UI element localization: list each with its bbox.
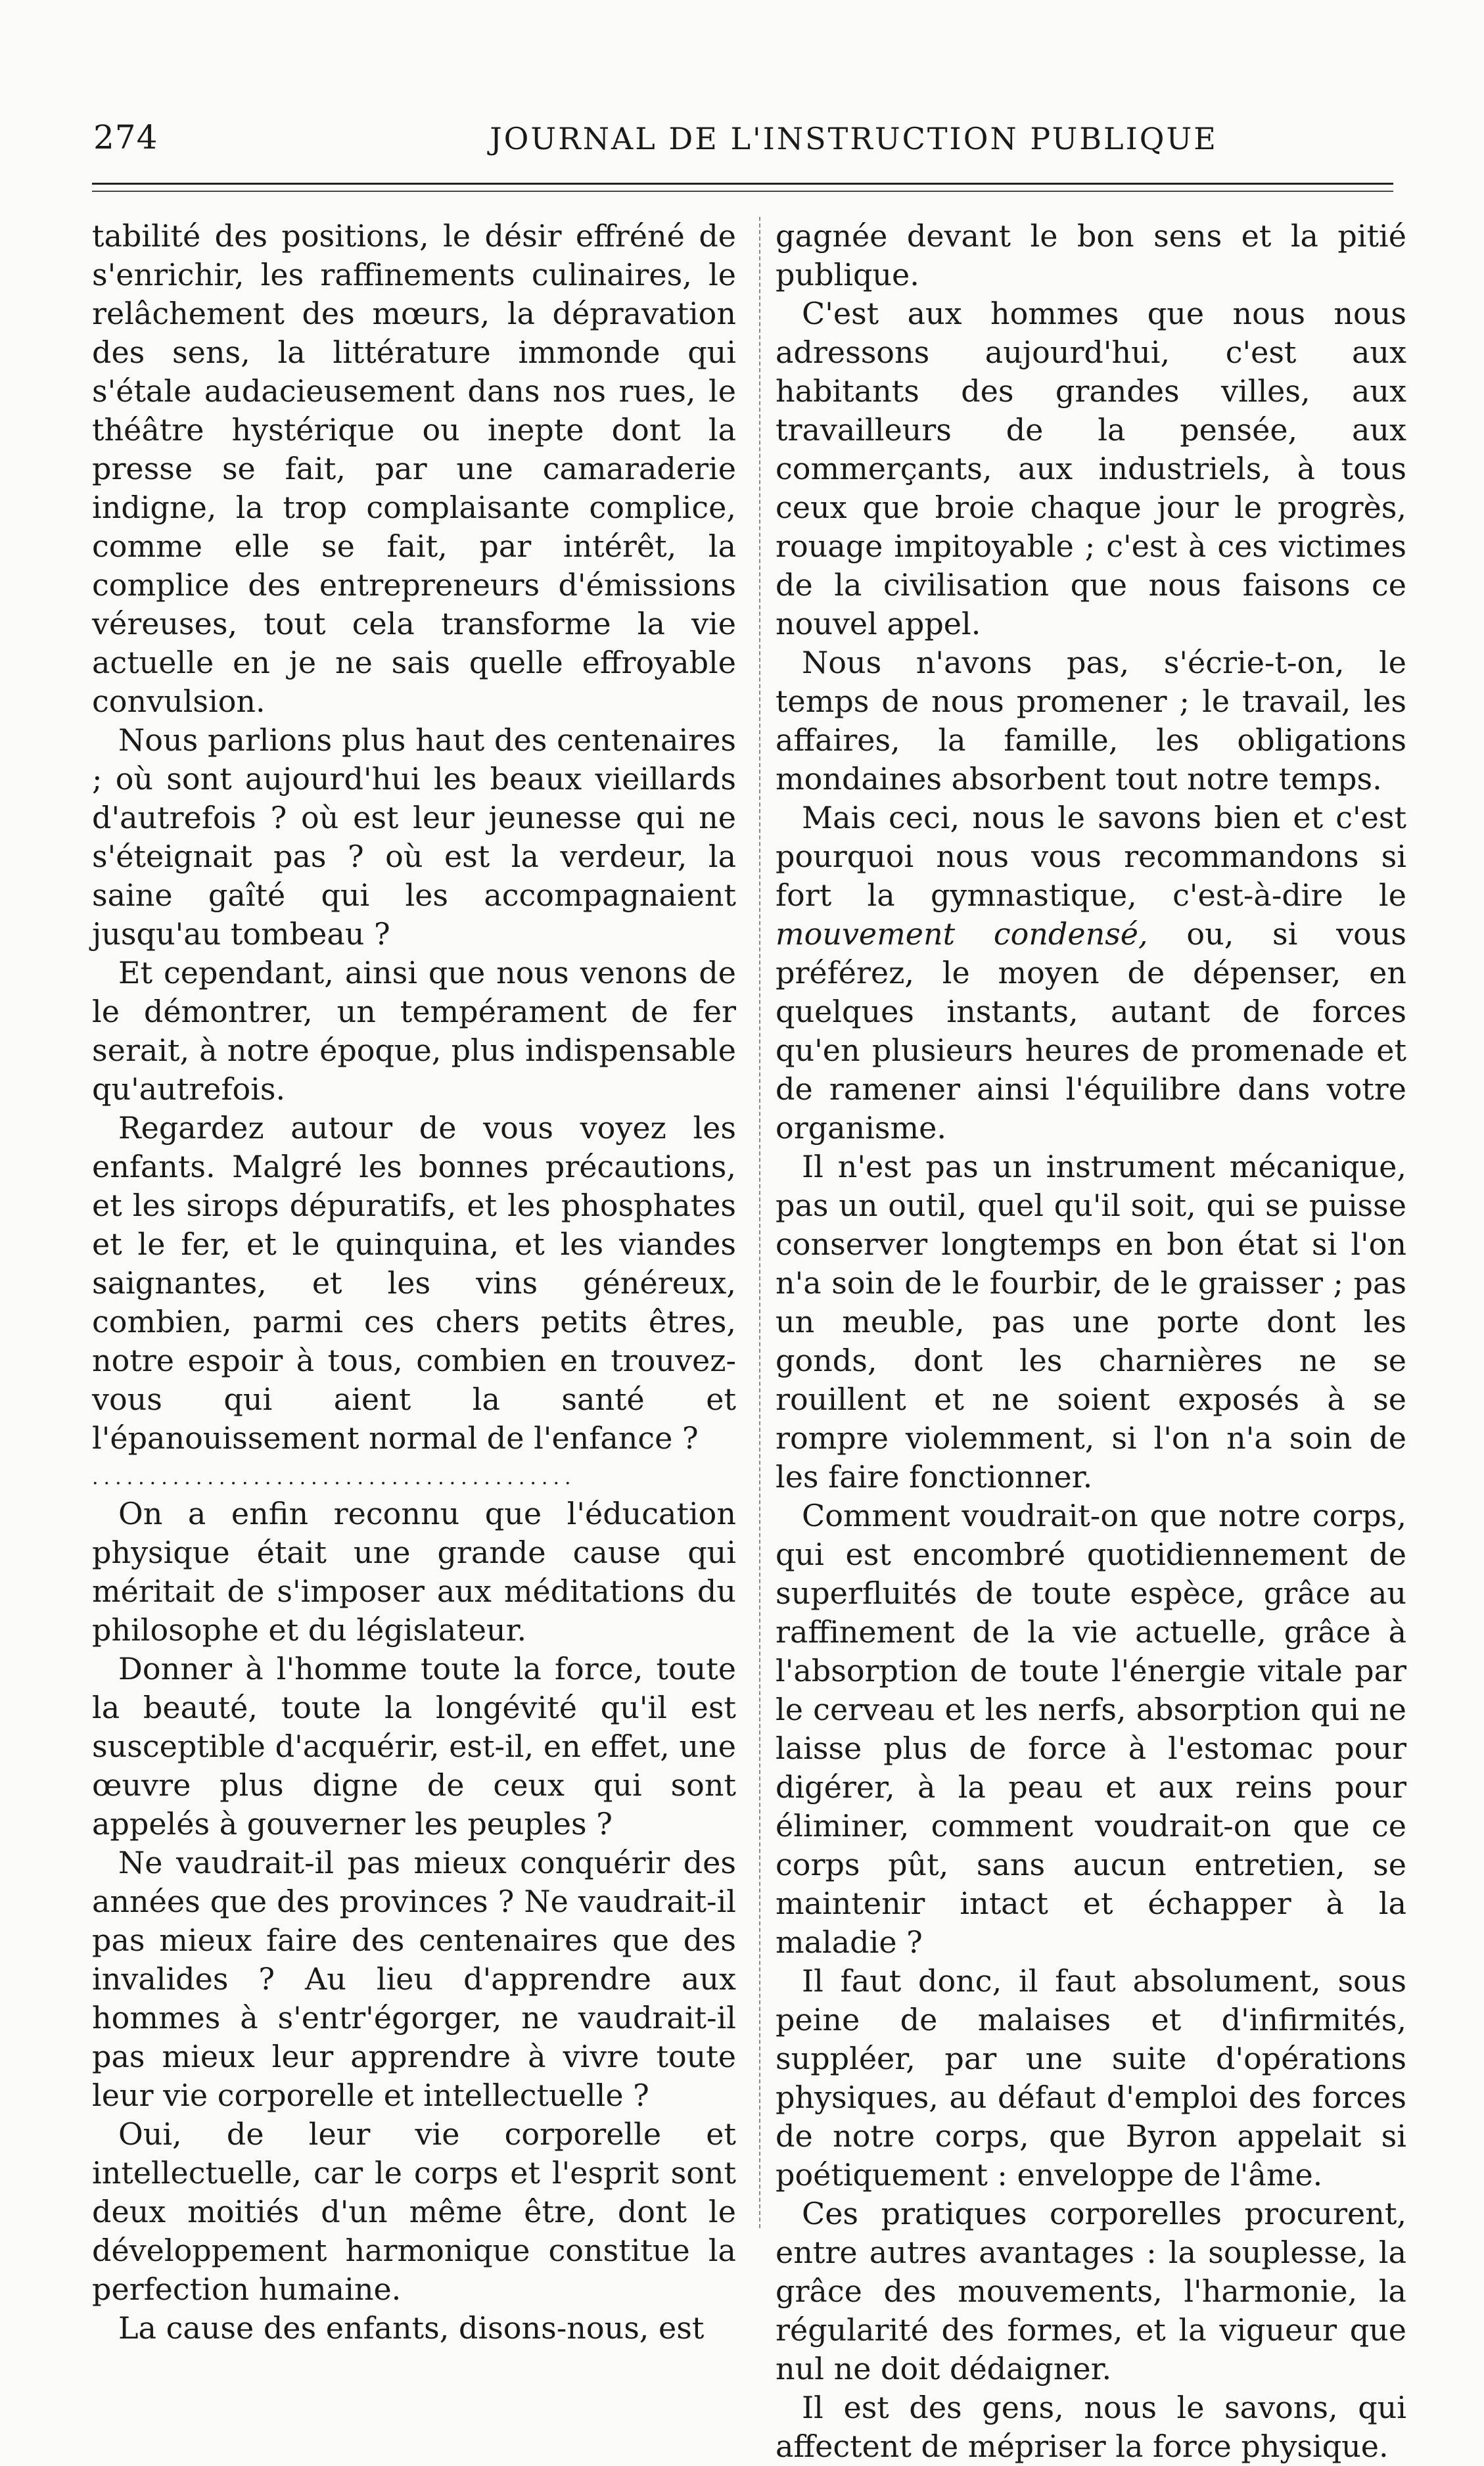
paragraph: Ces pratiques corporelles procurent, entre autres avantages : la souplesse, la grâce des mouvements, l'harmonie, la régularité des formes, et la vigueur que nul ne doit dédaigner. bbox=[776, 2196, 1406, 2386]
paragraph: Il est des gens, nous le savons, qui affectent de mépriser la force physique. bbox=[776, 2390, 1406, 2464]
paragraph-text: ou, si vous préférez, le moyen de dépenser, en quelques instants, autant de forces qu'en plusieurs heures de promenade et de ramener ainsi l'équilibre dans votre organisme. bbox=[776, 916, 1406, 1146]
page-header bbox=[93, 118, 1391, 171]
paragraph: Il n'est pas un instrument mécanique, pas un outil, quel qu'il soit, qui se puisse conserver longtemps en bon état si l'on n'a soin de le fourbir, de le graisser ; pas un meuble, pas une porte dont les gonds, dont les charnières ne se rouillent et ne soient exposés à se rompre violemment, si l'on n'a soin de les faire fonctionner. bbox=[776, 1149, 1406, 1495]
paragraph: Comment voudrait-on que notre corps, qui est encombré quotidiennement de superfluités de toute espèce, grâce au raffinement de la vie actuelle, grâce à l'absorption de toute l'énergie vitale par le cerveau et les nerfs, absorption qui ne laisse plus de force à l'estomac pour digérer, à la peau et aux reins pour éliminer, comment voudrait-on que ce corps pût, sans aucun entretien, se maintenir intact et échapper à la maladie ? bbox=[776, 1498, 1406, 1960]
paragraph: Nous n'avons pas, s'écrie-t-on, le temps de nous promener ; le travail, les affaires, la famille, les obligations mondaines absorbent tout notre temps. bbox=[776, 645, 1406, 797]
paragraph: Nous parlions plus haut des centenaires ; où sont aujourd'hui les beaux vieillards d'autrefois ? où est leur jeunesse qui ne s'éteignait pas ? où est la verdeur, la saine gaîté qui les accompagnaient jusqu'au tombeau ? bbox=[92, 722, 736, 952]
paragraph: Ne vaudrait-il pas mieux conquérir des années que des provinces ? Ne vaudrait-il pas mieux faire des centenaires que des invalides ? Au lieu d'apprendre aux hommes à s'entr'égorger, ne vaudrait-il pas mieux leur apprendre à vivre toute leur vie corporelle et intellectuelle ? bbox=[92, 1845, 736, 2113]
paragraph: Donner à l'homme toute la force, toute la beauté, toute la longévité qu'il est susceptible d'acquérir, est-il, en effet, une œuvre plus digne de ceux qui sont appelés à gouverner les peuples ? bbox=[92, 1651, 736, 1842]
paragraph: gagnée devant le bon sens et la pitié publique. bbox=[776, 218, 1406, 292]
section-separator: .......................................... bbox=[92, 1468, 576, 1488]
right-column bbox=[776, 217, 1406, 2466]
italic-phrase: mouvement condensé, bbox=[776, 916, 1148, 952]
header-rule-thin bbox=[92, 191, 1393, 192]
paragraph: C'est aux hommes que nous nous adressons aujourd'hui, c'est aux habitants des grandes villes, aux travailleurs de la pensée, aux commerçants, aux industriels, à tous ceux que broie chaque jour le progrès, rouage impitoyable ; c'est à ces victimes de la civilisation que nous faisons ce nouvel appel. bbox=[776, 296, 1406, 641]
page-number: 274 bbox=[93, 118, 158, 156]
paragraph bbox=[776, 799, 1406, 1148]
header-rule bbox=[92, 183, 1393, 185]
left-column bbox=[92, 217, 736, 2348]
paragraph: La cause des enfants, disons-nous, est bbox=[118, 2310, 705, 2346]
paragraph: On a enfin reconnu que l'éducation physique était une grande cause qui méritait de s'imposer aux méditations du philosophe et du législateur. bbox=[92, 1496, 736, 1648]
paragraph: Il faut donc, il faut absolument, sous peine de malaises et d'infirmités, suppléer, par une suite d'opérations physiques, au défaut d'emploi des forces de notre corps, que Byron appelait si poétiquement : enveloppe de l'âme. bbox=[776, 1963, 1406, 2193]
paragraph: Oui, de leur vie corporelle et intellectuelle, car le corps et l'esprit sont deux moitiés d'un même être, dont le développement harmonique constitue la perfection humaine. bbox=[92, 2116, 736, 2307]
paragraph: Et cependant, ainsi que nous venons de le démontrer, un tempérament de fer serait, à notre époque, plus indispensable qu'autrefois. bbox=[92, 955, 736, 1107]
paragraph: tabilité des positions, le désir effréné de s'enrichir, les raffinements culinaires, le relâchement des mœurs, la dépravation des sens, la littérature immonde qui s'étale audacieusement dans nos rues, le théâtre hystérique ou inepte dont la presse se fait, par une camaraderie indigne, la trop complaisante complice, comme elle se fait, par intérêt, la complice des entrepreneurs d'émissions véreuses, tout cela transforme la vie actuelle en je ne sais quelle effroyable convulsion. bbox=[92, 218, 736, 719]
paragraph-text: Mais ceci, nous le savons bien et c'est pourquoi nous vous recommandons si fort la gymnastique, c'est-à-dire le bbox=[776, 800, 1406, 913]
column-divider bbox=[759, 217, 760, 2228]
paragraph: Regardez autour de vous voyez les enfants. Malgré les bonnes précautions, et les sirops dépuratifs, et les phosphates et le fer, et le quinquina, et les viandes saignantes, et les vins généreux, combien, parmi ces chers petits êtres, notre espoir à tous, combien en trouvez-vous qui aient la santé et l'épanouissement normal de l'enfance ? bbox=[92, 1110, 736, 1456]
running-title: JOURNAL DE L'INSTRUCTION PUBLIQUE bbox=[490, 121, 1218, 156]
